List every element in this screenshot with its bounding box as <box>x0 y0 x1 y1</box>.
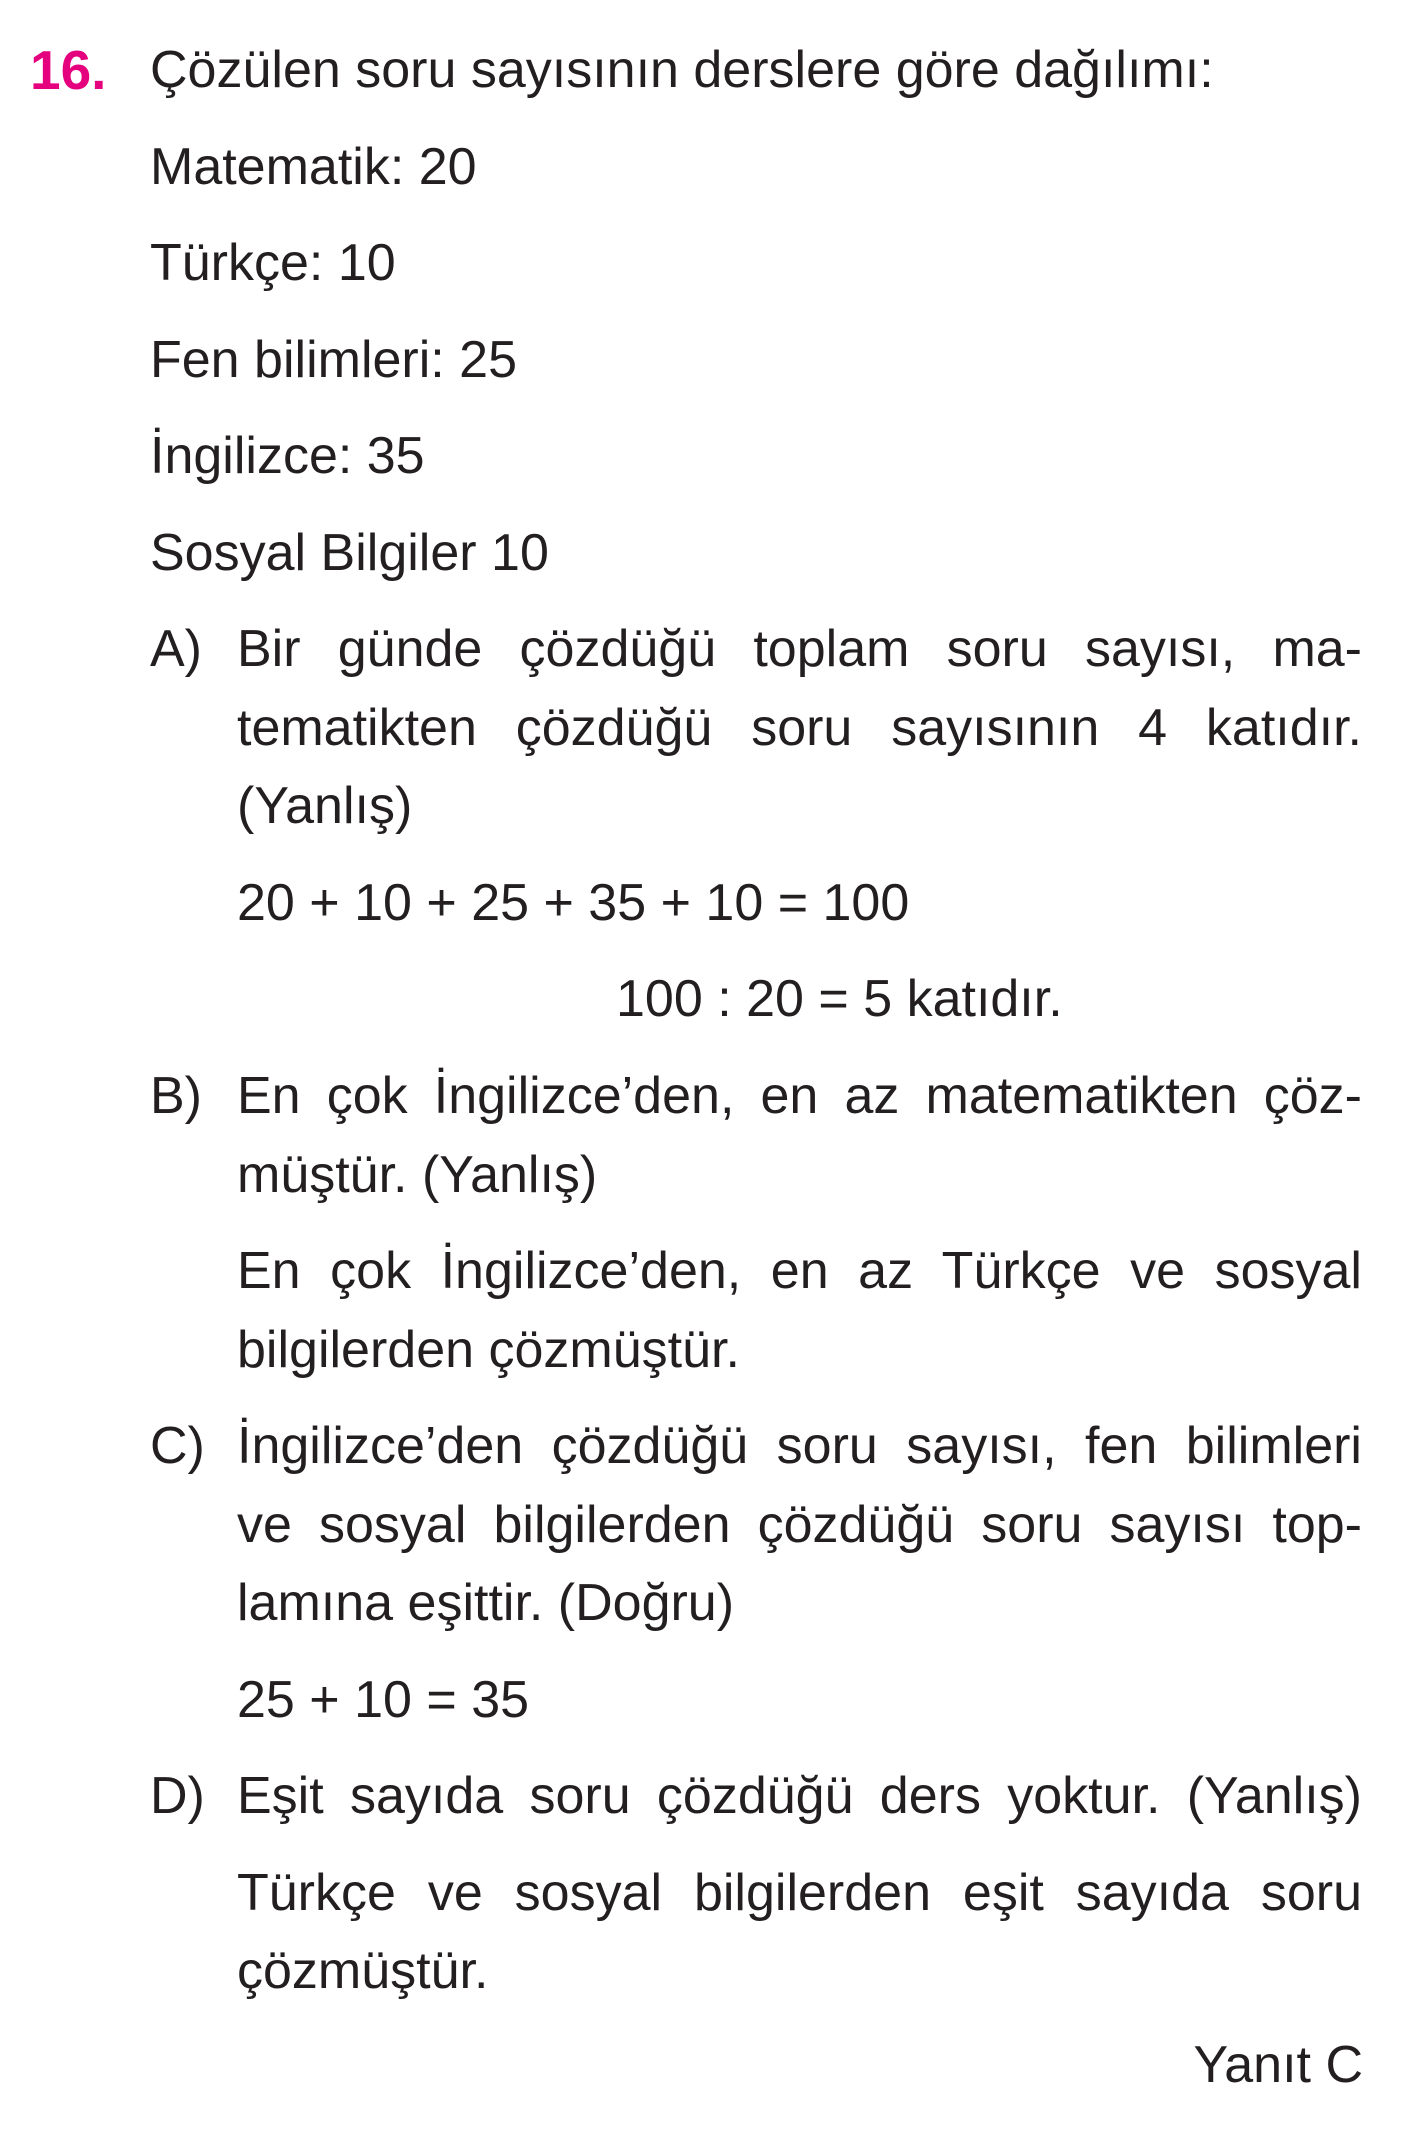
option-b-line-2: müştür. (Yanlış) <box>237 1146 598 1204</box>
option-a-sum: 20 + 10 + 25 + 35 + 10 = 100 <box>237 874 910 932</box>
distribution-item-fen: Fen bilimleri: 25 <box>150 331 518 389</box>
answer-label: Yanıt C <box>1193 2036 1363 2094</box>
option-a-line-3: (Yanlış) <box>237 777 413 835</box>
option-b-letter: B) <box>150 1067 202 1125</box>
distribution-item-turkce: Türkçe: 10 <box>150 234 396 292</box>
option-d-letter: D) <box>150 1767 205 1825</box>
option-b-work-1: En çok İngilizce’den, en az Türkçe ve sosyal <box>237 1242 1362 1300</box>
question-number: 16. <box>30 39 107 101</box>
option-c-line-3: lamına eşittir. (Doğru) <box>237 1574 735 1632</box>
option-c-letter: C) <box>150 1417 205 1475</box>
option-c-line-2: ve sosyal bilgilerden çözdüğü soru sayısı top- <box>237 1496 1362 1554</box>
option-d-work-1: Türkçe ve sosyal bilgilerden eşit sayıda soru <box>237 1864 1362 1922</box>
option-d-line-1: Eşit sayıda soru çözdüğü ders yoktur. (Yanlış) <box>237 1767 1362 1825</box>
option-b-line-1: En çok İngilizce’den, en az matematikten çöz- <box>237 1067 1362 1125</box>
option-a-letter: A) <box>150 620 202 678</box>
distribution-item-ingilizce: İngilizce: 35 <box>150 427 425 485</box>
distribution-item-matematik: Matematik: 20 <box>150 138 477 196</box>
question-intro: Çözülen soru sayısının derslere göre dağılımı: <box>150 41 1214 99</box>
option-d-work-2: çözmüştür. <box>237 1942 489 2000</box>
option-a-division: 100 : 20 = 5 katıdır. <box>616 970 1063 1028</box>
option-b-work-2: bilgilerden çözmüştür. <box>237 1321 740 1379</box>
option-c-work: 25 + 10 = 35 <box>237 1671 530 1729</box>
distribution-item-sosyal: Sosyal Bilgiler 10 <box>150 524 549 582</box>
option-a-line-2: tematikten çözdüğü soru sayısının 4 katıdır. <box>237 699 1362 757</box>
option-a-line-1: Bir günde çözdüğü toplam soru sayısı, ma- <box>237 620 1362 678</box>
option-c-line-1: İngilizce’den çözdüğü soru sayısı, fen bilimleri <box>237 1417 1362 1475</box>
